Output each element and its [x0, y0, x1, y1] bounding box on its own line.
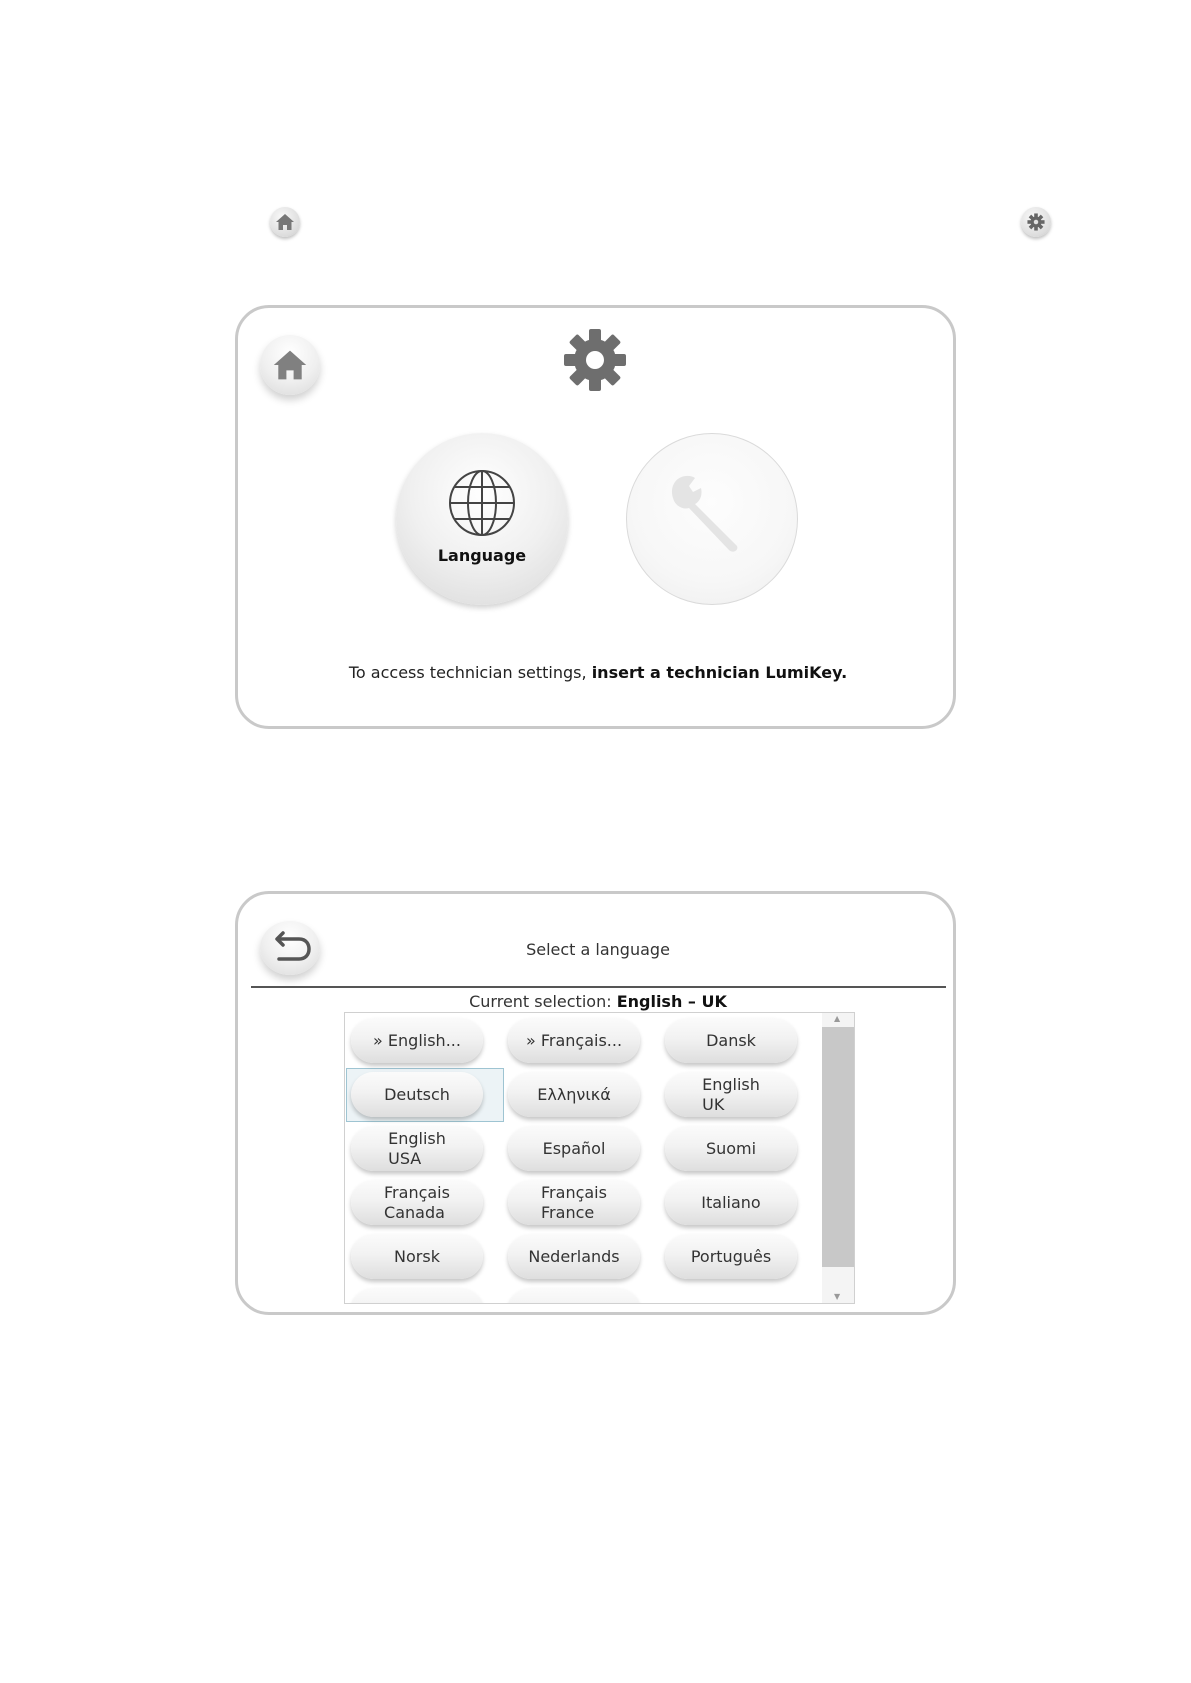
- language-option[interactable]: [508, 1018, 640, 1063]
- language-option[interactable]: [508, 1072, 640, 1117]
- language-option-partial[interactable]: [351, 1288, 483, 1304]
- current-selection: [398, 992, 798, 1011]
- language-option-label: Español: [542, 1138, 606, 1158]
- language-option-label: Ελληνικά: [537, 1084, 611, 1104]
- language-button[interactable]: [396, 433, 568, 605]
- scroll-down-arrow-icon[interactable]: ▼: [834, 1292, 841, 1301]
- language-option-label: Français France: [541, 1182, 607, 1222]
- language-option-label: » Français...: [525, 1030, 623, 1050]
- scrollbar[interactable]: [822, 1013, 855, 1303]
- language-option-label: Italiano: [701, 1192, 761, 1212]
- language-option-label: Français Canada: [384, 1182, 450, 1222]
- settings-button-small[interactable]: [1021, 207, 1051, 237]
- language-option-label: English UK: [702, 1074, 760, 1114]
- scroll-up-arrow-icon[interactable]: ▲: [834, 1014, 841, 1023]
- language-option-label: Norsk: [394, 1246, 440, 1266]
- technician-access-note: [238, 663, 958, 682]
- home-button-small[interactable]: [270, 207, 300, 237]
- language-screen-title: Select a language: [526, 940, 670, 959]
- language-option[interactable]: [351, 1018, 483, 1063]
- footer-text: To access technician settings,: [348, 663, 587, 682]
- language-option[interactable]: [665, 1126, 797, 1171]
- globe-icon: [448, 469, 516, 537]
- language-button-label: Language: [437, 546, 527, 565]
- language-option-label: » English...: [373, 1030, 461, 1050]
- gear-icon: [1027, 213, 1045, 231]
- language-option-label: Dansk: [706, 1030, 756, 1050]
- scrollbar-thumb[interactable]: [822, 1027, 855, 1267]
- current-selection-label: Current selection:: [469, 992, 612, 1011]
- language-option[interactable]: [508, 1180, 640, 1225]
- language-option-selected[interactable]: [351, 1072, 483, 1117]
- language-option-label: Suomi: [705, 1138, 757, 1158]
- language-screen: [235, 891, 956, 1315]
- language-option[interactable]: [351, 1234, 483, 1279]
- settings-screen: [235, 305, 956, 729]
- language-option[interactable]: [665, 1234, 797, 1279]
- language-option-partial[interactable]: [508, 1288, 640, 1304]
- header-divider: [251, 986, 946, 988]
- back-button[interactable]: [260, 921, 320, 975]
- language-option[interactable]: [508, 1126, 640, 1171]
- language-option-label: Nederlands: [528, 1246, 620, 1266]
- language-option[interactable]: [508, 1234, 640, 1279]
- language-option[interactable]: [665, 1180, 797, 1225]
- technician-button: [626, 433, 798, 605]
- settings-gear-icon: [563, 328, 627, 392]
- home-icon: [275, 213, 295, 231]
- language-option-label: Português: [690, 1246, 772, 1266]
- language-option[interactable]: [351, 1126, 483, 1171]
- back-arrow-icon: [269, 931, 311, 965]
- language-option-label: English USA: [388, 1128, 446, 1168]
- language-option[interactable]: [665, 1018, 797, 1063]
- home-icon: [272, 348, 308, 382]
- footer-bold-text: insert a technician LumiKey.: [591, 663, 848, 682]
- current-selection-value: English – UK: [616, 992, 727, 1011]
- language-option[interactable]: [351, 1180, 483, 1225]
- language-option-label: Deutsch: [384, 1084, 450, 1104]
- home-button[interactable]: [260, 335, 320, 395]
- language-option[interactable]: [665, 1072, 797, 1117]
- language-grid: [344, 1012, 855, 1304]
- wrench-icon: [667, 468, 757, 558]
